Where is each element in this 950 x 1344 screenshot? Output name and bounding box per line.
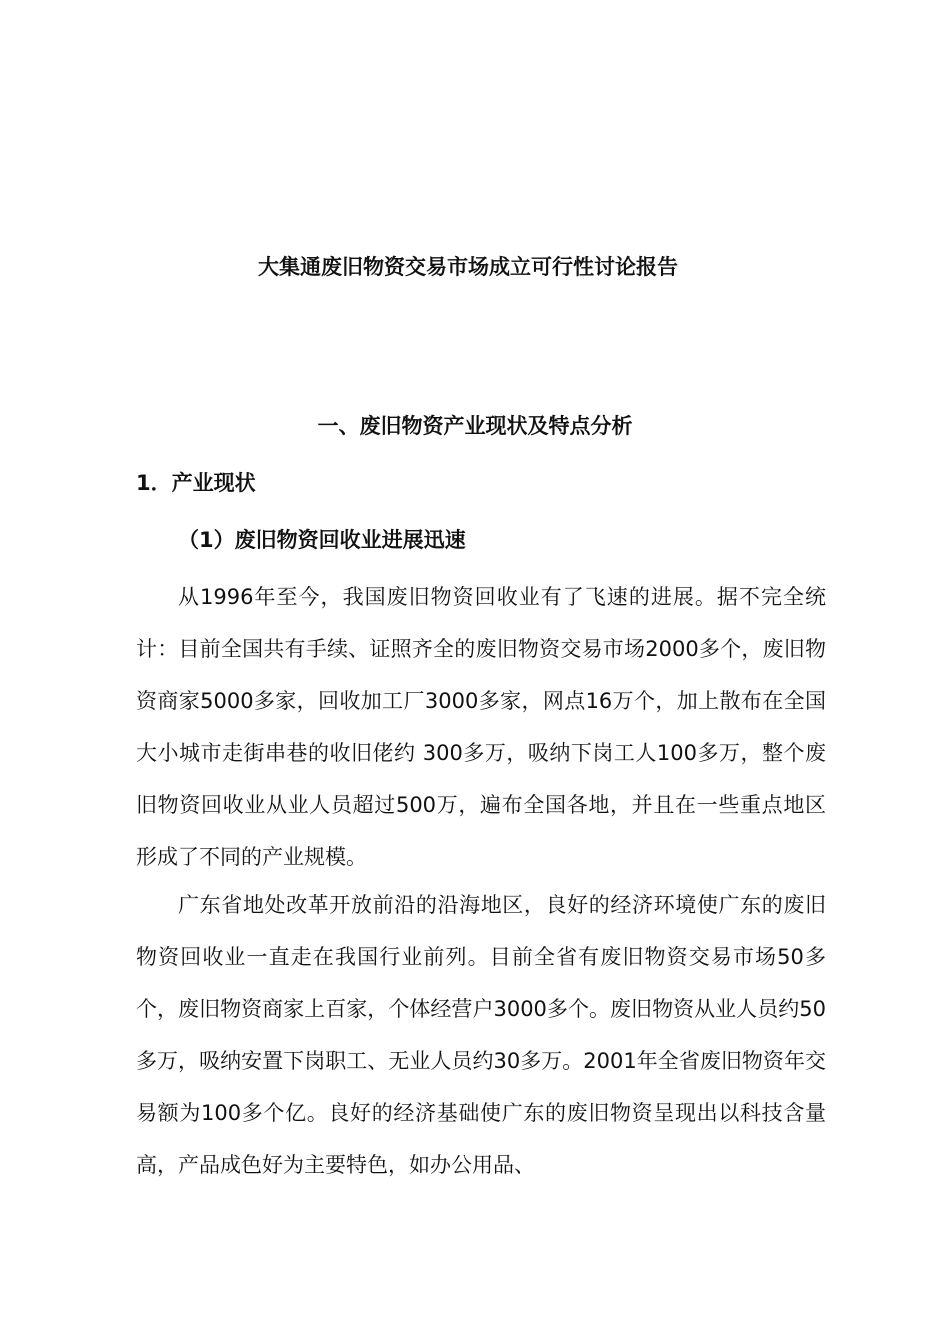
paragraph: 从1996年至今，我国废旧物资回收业有了飞速的进展。据不完全统计：目前全国共有手续、证照齐全的废旧物资交易市场2000多个，废旧物资商家5000多家，回收加工厂3000多家，网点16万个，加上散布在全国大小城市走街串巷的收旧佬约 300多万，吸纳下岗工人100多万，整个废旧物资回收业从业人员超过500万，遍布全国各地，并且在一些重点地区形成了不同的产业规模。 [136, 585, 826, 869]
subsubheading: （1）废旧物资回收业进展迅速 [178, 528, 466, 552]
subheading: 1．产业现状 [136, 471, 256, 495]
paragraph: 广东省地处改革开放前沿的沿海地区，良好的经济环境使广东的废旧物资回收业一直走在我国行业前列。目前全省有废旧物资交易市场50多个，废旧物资商家上百家，个体经营户3000多个。废旧物资从业人员约50多万，吸纳安置下岗职工、无业人员约30多万。2001年全省废旧物资年交易额为100多个亿。良好的经济基础使广东的废旧物资呈现出以科技含量高，产品成色好为主要特色，如办公用品、 [136, 893, 826, 1177]
section-heading: 一、废旧物资产业现状及特点分析 [317, 414, 633, 438]
document-title: 大集通废旧物资交易市场成立可行性讨论报告 [258, 255, 678, 279]
